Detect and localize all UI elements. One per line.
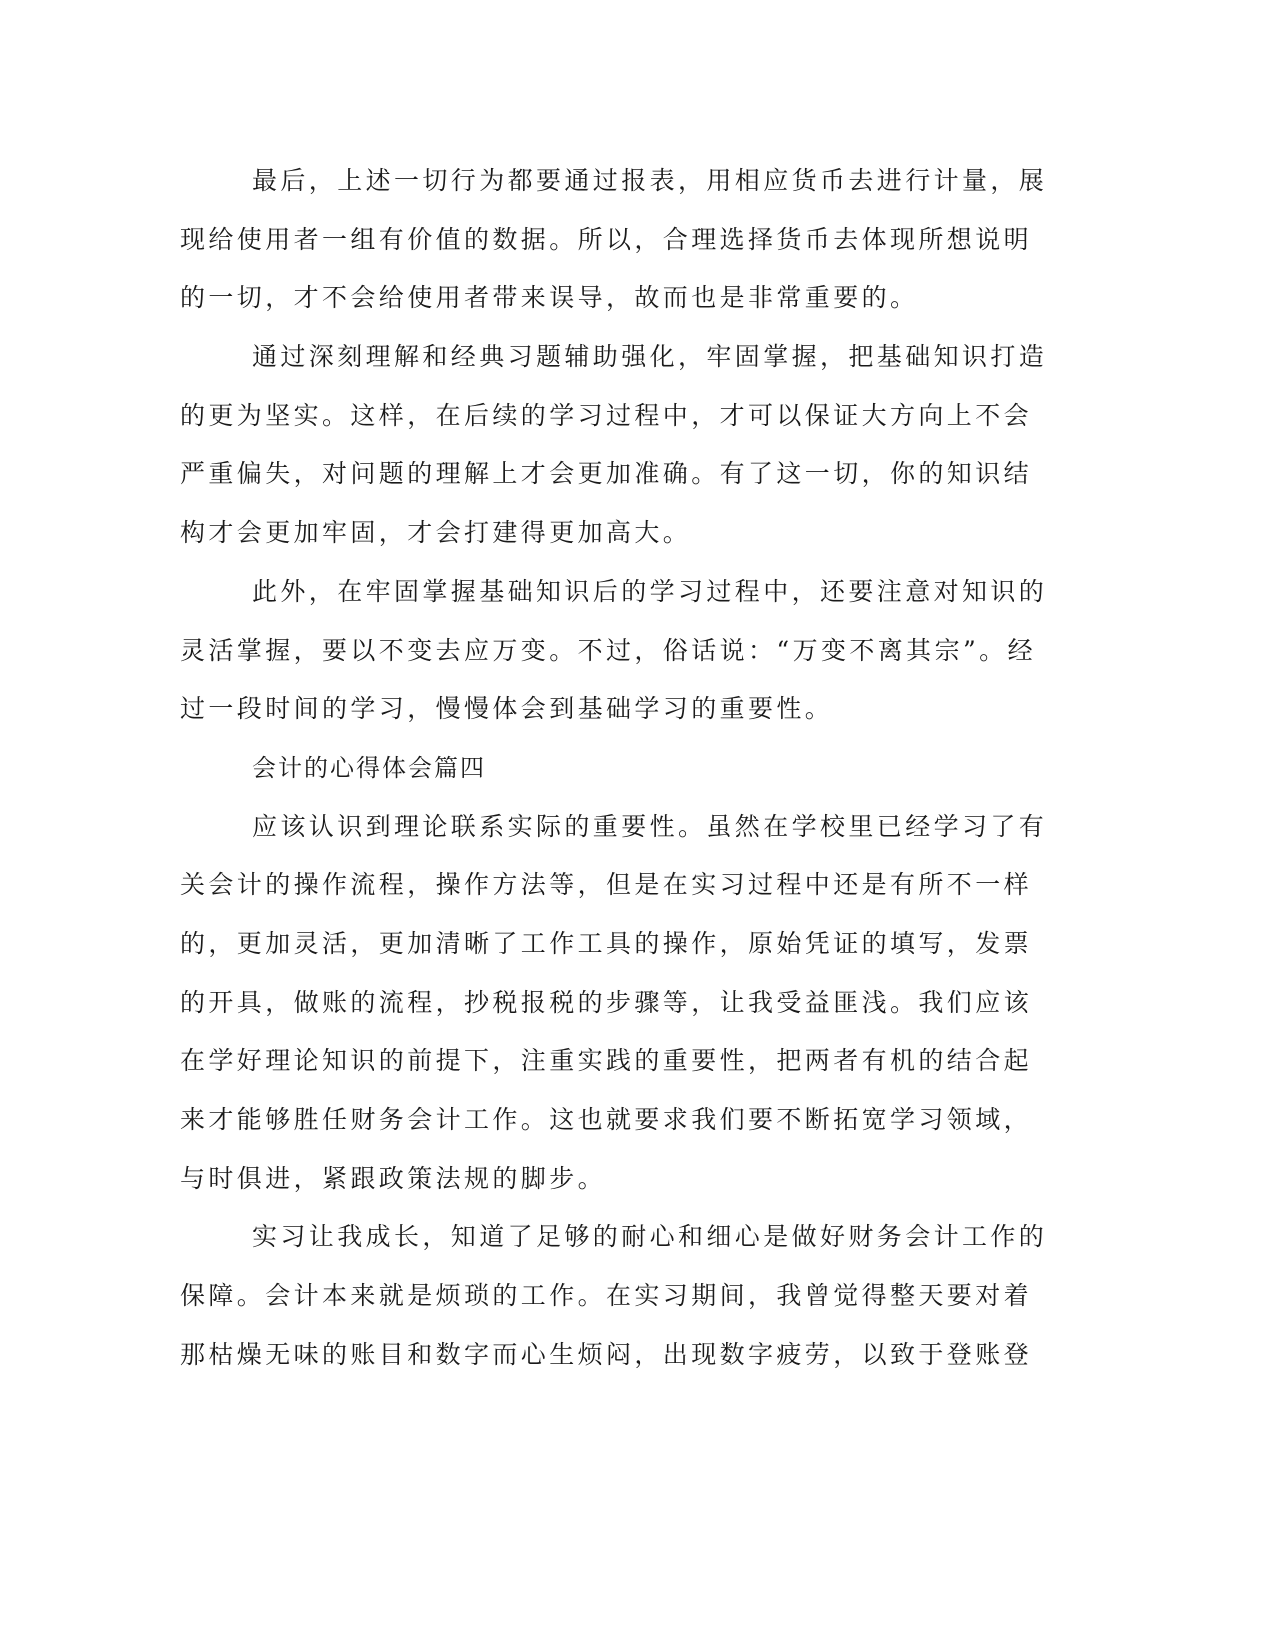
paragraph-line: 严重偏失，对问题的理解上才会更加准确。有了这一切，你的知识结 bbox=[180, 459, 1033, 489]
paragraph-line: 此外，在牢固掌握基础知识后的学习过程中，还要注意对知识的 bbox=[252, 576, 1048, 606]
paragraph-line: 的开具，做账的流程，抄税报税的步骤等，让我受益匪浅。我们应该 bbox=[180, 987, 1033, 1017]
paragraph-line: 构才会更加牢固，才会打建得更加高大。 bbox=[180, 518, 692, 548]
section-heading: 会计的心得体会篇四 bbox=[252, 753, 486, 782]
paragraph-line: 实习让我成长，知道了足够的耐心和细心是做好财务会计工作的 bbox=[252, 1222, 1048, 1252]
paragraph-line: 的，更加灵活，更加清晰了工作工具的操作，原始凭证的填写，发票 bbox=[180, 928, 1033, 958]
document-body bbox=[180, 152, 1048, 1384]
paragraph-line: 在学好理论知识的前提下，注重实践的重要性，把两者有机的结合起 bbox=[180, 1046, 1033, 1076]
paragraph-line: 通过深刻理解和经典习题辅助强化，牢固掌握，把基础知识打造 bbox=[252, 342, 1048, 372]
paragraph-line: 关会计的操作流程，操作方法等，但是在实习过程中还是有所不一样 bbox=[180, 870, 1033, 900]
paragraph-line: 应该认识到理论联系实际的重要性。虽然在学校里已经学习了有 bbox=[252, 811, 1048, 841]
paragraph-line: 现给使用者一组有价值的数据。所以，合理选择货币去体现所想说明 bbox=[180, 224, 1033, 254]
paragraph-line: 与时俱进，紧跟政策法规的脚步。 bbox=[180, 1163, 607, 1193]
paragraph-line: 灵活掌握，要以不变去应万变。不过，俗话说：“万变不离其宗”。经 bbox=[180, 635, 1036, 665]
paragraph-line: 来才能够胜任财务会计工作。这也就要求我们要不断拓宽学习领域， bbox=[180, 1105, 1033, 1134]
paragraph-line: 保障。会计本来就是烦琐的工作。在实习期间，我曾觉得整天要对着 bbox=[180, 1281, 1033, 1311]
paragraph-line: 那枯燥无味的账目和数字而心生烦闷，出现数字疲劳，以致于登账登 bbox=[180, 1339, 1033, 1369]
paragraph-line: 过一段时间的学习，慢慢体会到基础学习的重要性。 bbox=[180, 694, 834, 724]
paragraph-line: 的一切，才不会给使用者带来误导，故而也是非常重要的。 bbox=[180, 283, 919, 313]
paragraph-line: 的更为坚实。这样，在后续的学习过程中，才可以保证大方向上不会 bbox=[180, 400, 1033, 430]
paragraph-line: 最后，上述一切行为都要通过报表，用相应货币去进行计量，展 bbox=[252, 166, 1048, 195]
